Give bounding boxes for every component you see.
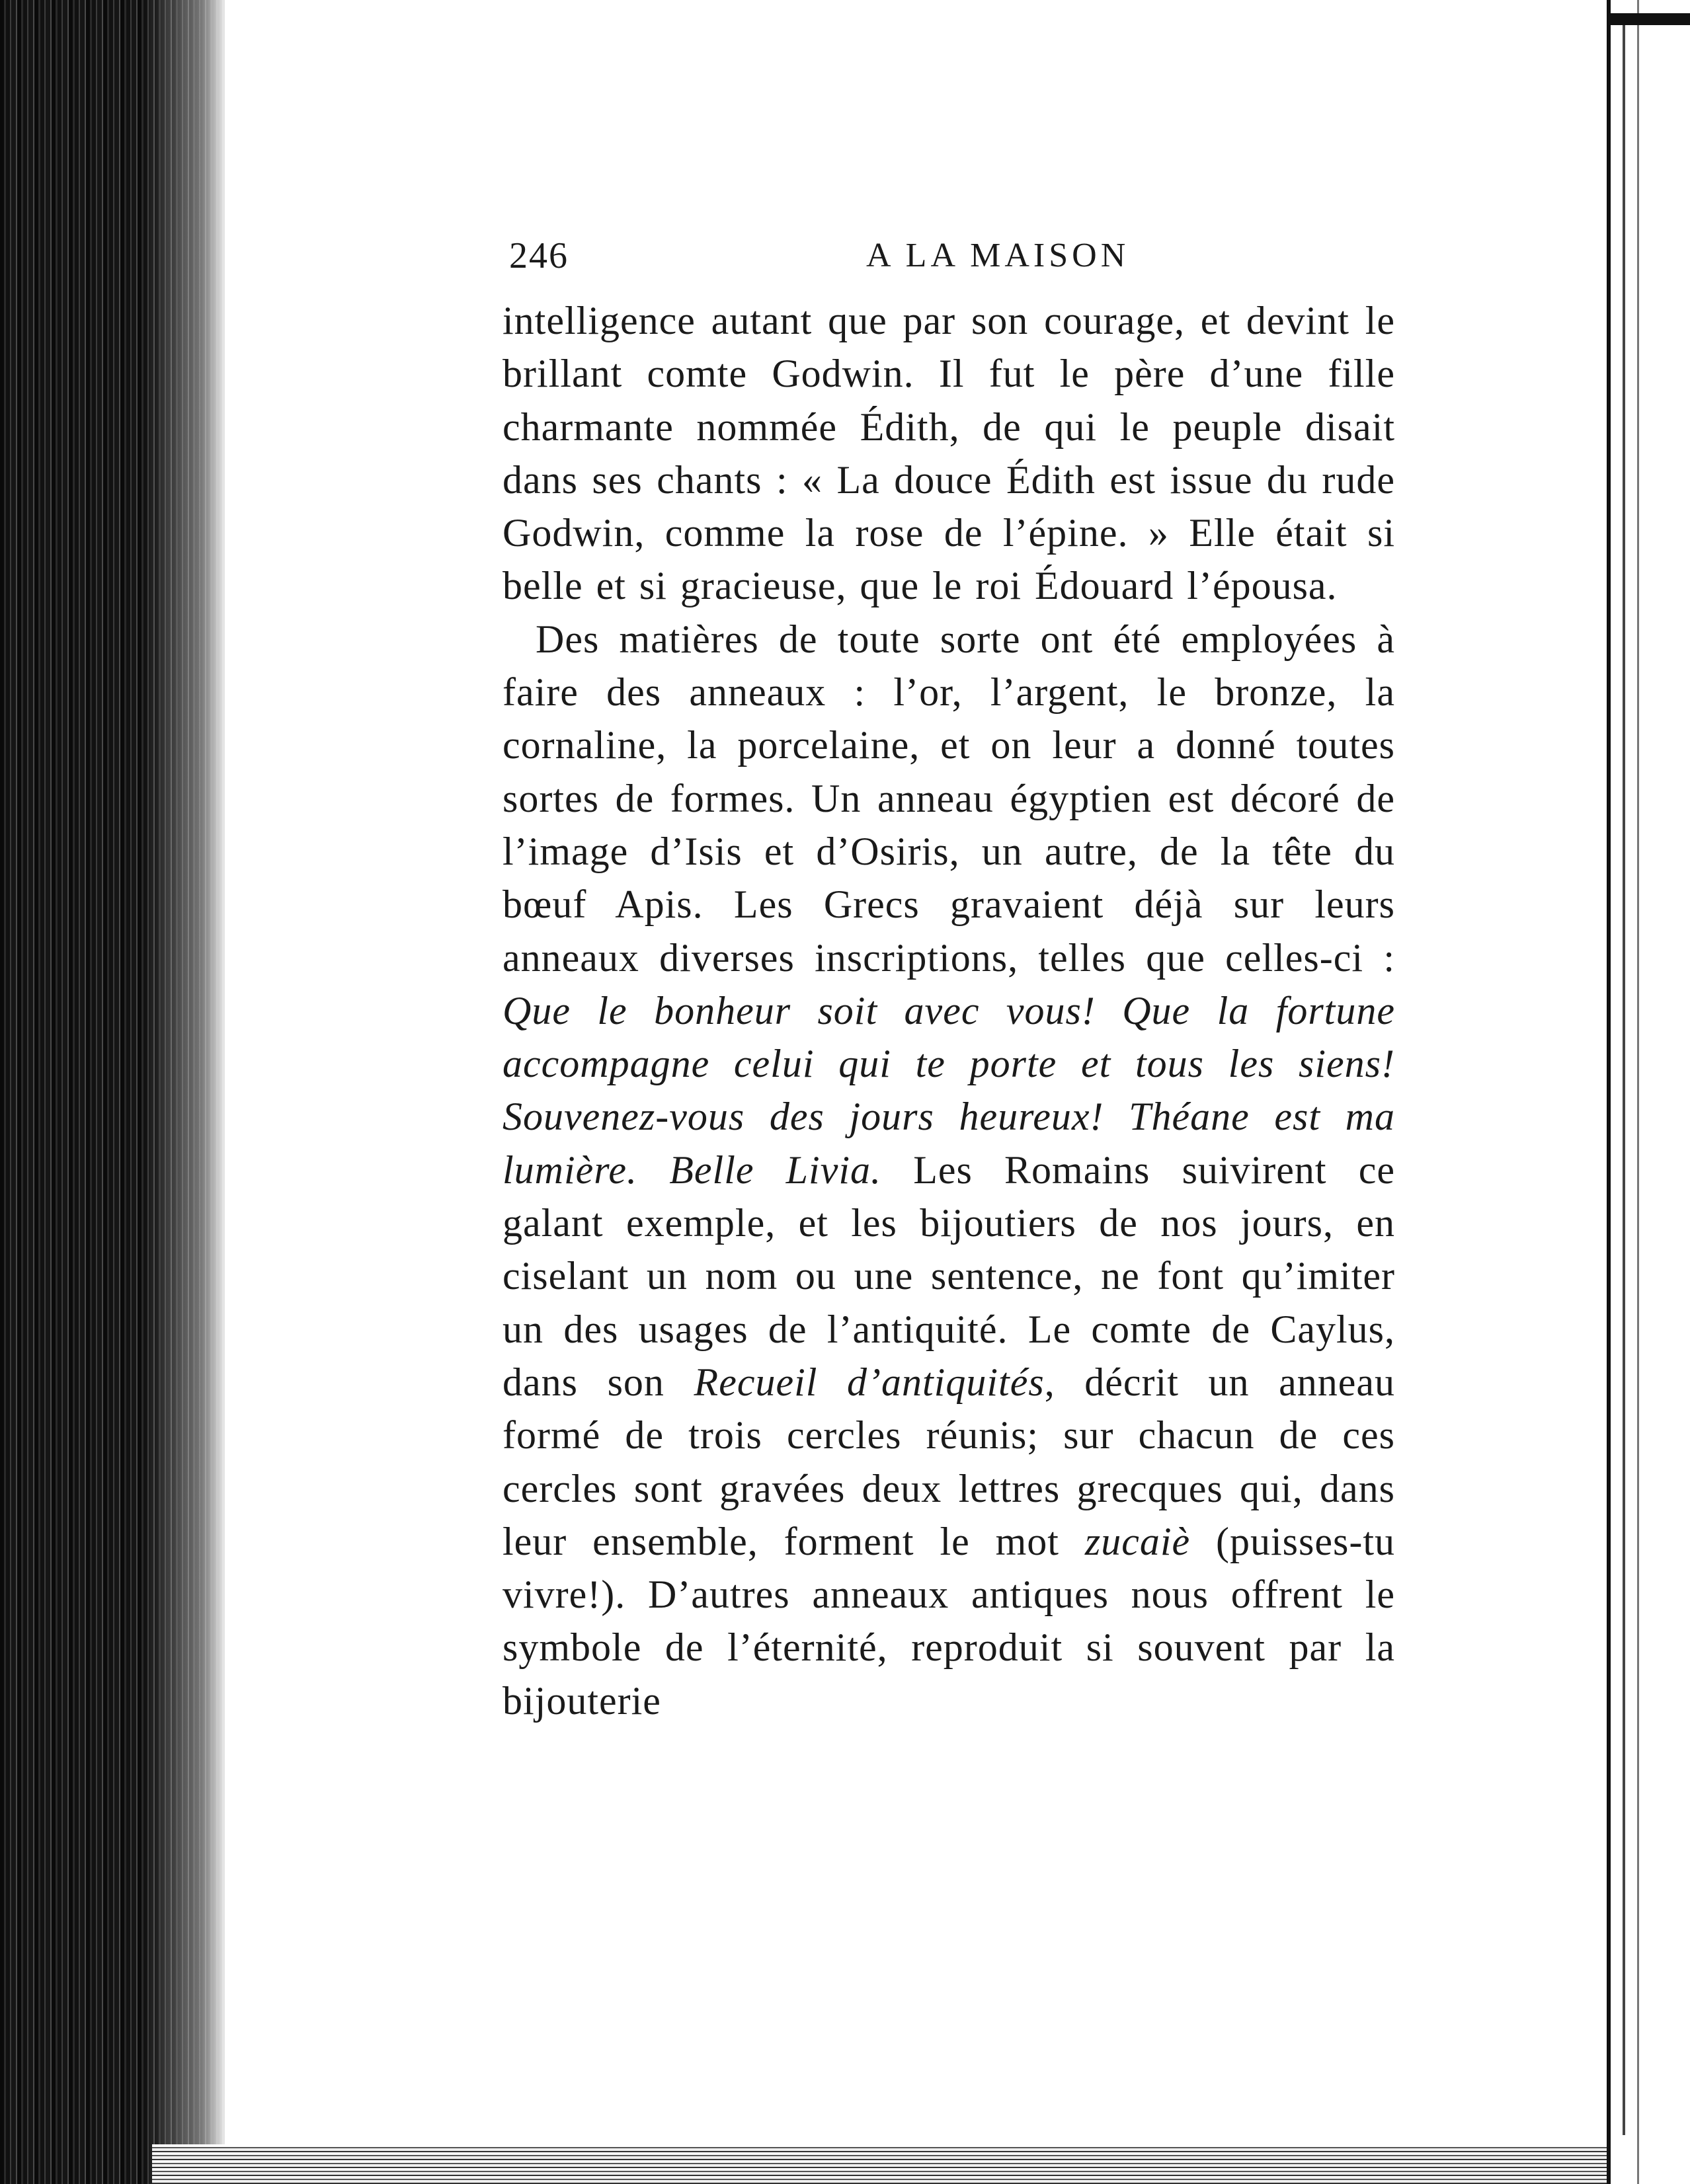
paragraph-2 (503, 613, 1395, 1727)
text-segment: intelligence autant que par son courage, et devint le brillant comte Godwin. Il fut le père d’une fille charmante nommée Édith, de qui le peuple disait dans ses chants : « La douce Édith est issue du rude Godwin, comme la rose de l’épine. » Elle était si belle et si gracieuse, que le roi Édouard l’épousa. (503, 299, 1395, 608)
book-page-edges (0, 0, 225, 2184)
italic-greek-word: zucaiè (1084, 1519, 1191, 1563)
body-text (503, 294, 1395, 1727)
italic-inscriptions: Que le bonheur soit avec vous! Que la fortune accompagne celui qui te porte et tous les siens! Souvenez-vous des jours heureux! Théane est ma lumière. Belle Livia. (503, 988, 1395, 1192)
text-segment: (puisses-tu vivre!). D’autres anneaux antiques nous offrent le symbole de l’éternité, reproduit si souvent par la bijouterie (503, 1519, 1396, 1723)
text-segment: Des matières de toute sorte ont été employées à faire des anneaux : l’or, l’argent, le bronze, la cornaline, la porcelaine, et on leur a donné toutes sortes de formes. Un anneau égyptien est décoré de l’image d’Isis et d’Osiris, un autre, de la tête du bœuf Apis. Les Grecs gravaient déjà sur leurs anneaux diverses inscriptions, telles que celles-ci : (503, 617, 1395, 980)
italic-book-title: Recueil d’antiquités (694, 1360, 1045, 1404)
text-segment: Les Romains suivirent ce galant exemple, et les bijoutiers de nos jours, en ciselant un nom ou une sentence, ne font qu’imiter un des usages de l’antiquité. Le comte de Caylus, dans son (503, 1148, 1395, 1404)
running-title: A LA MAISON (866, 237, 1130, 274)
facing-page-top-mark (1611, 13, 1690, 25)
text-segment: , décrit un anneau formé de trois cercles réunis; sur chacun de ces cercles sont gravées deux lettres grecques qui, dans leur ensemble, forment le mot (503, 1360, 1395, 1563)
paragraph-1 (503, 294, 1395, 613)
running-head (509, 235, 1395, 294)
bottom-page-edges (152, 2144, 1690, 2184)
facing-page-edge (1607, 0, 1690, 2184)
page-number: 246 (509, 235, 569, 276)
book-page (456, 235, 1395, 1727)
